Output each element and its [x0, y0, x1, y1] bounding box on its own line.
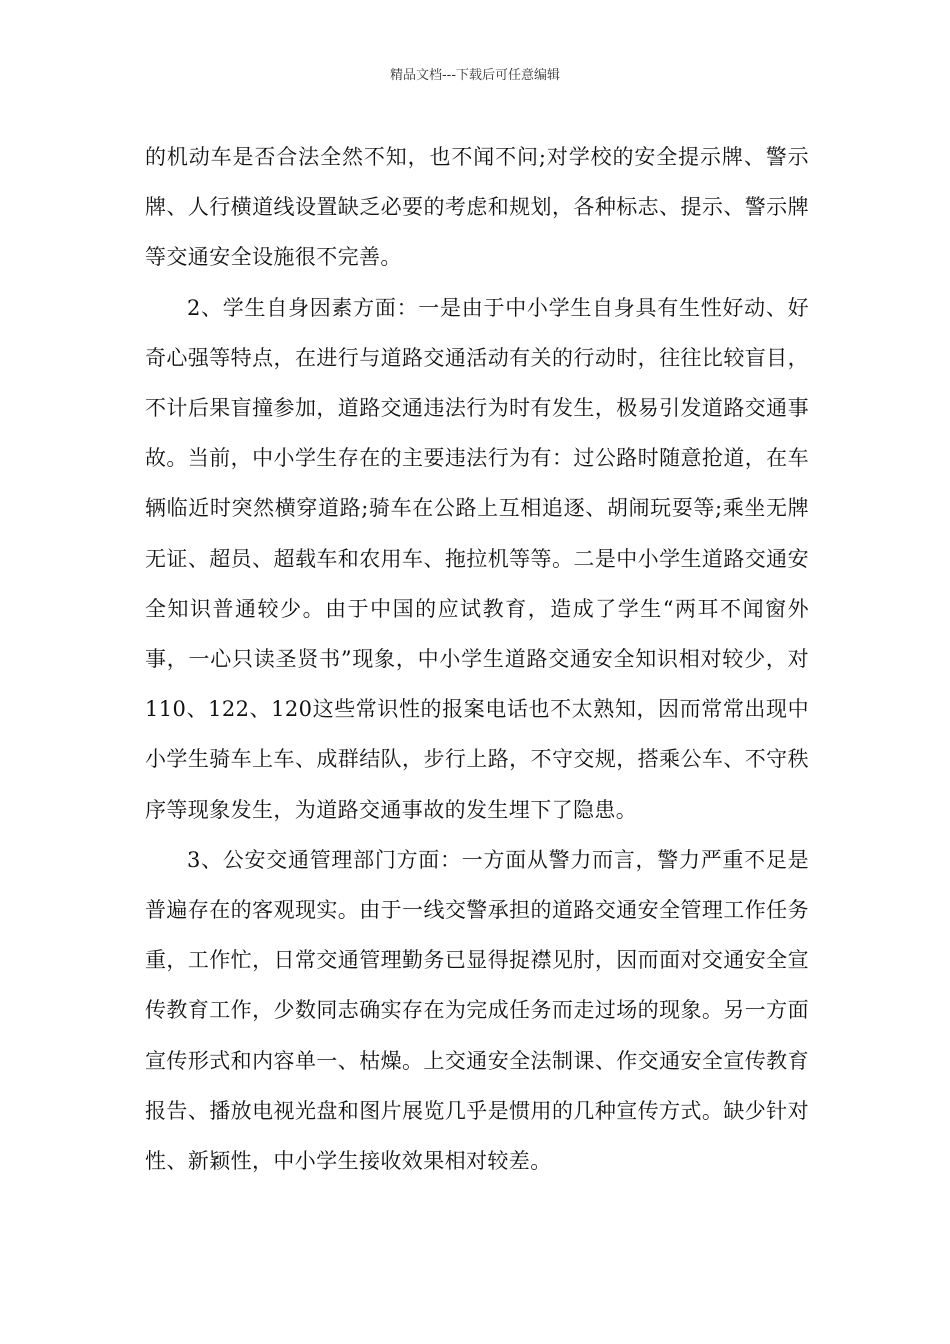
page-header: 精品文档---下载后可任意编辑: [389, 68, 561, 83]
paragraph-continuation: 的机动车是否合法全然不知，也不闻不问;对学校的安全提示牌、警示牌、人行横道线设置缺乏必要的考虑和规划，各种标志、提示、警示牌等交通安全设施很不完善。: [145, 145, 809, 270]
paragraph-police-factors: 3、公安交通管理部门方面：一方面从警力而言，警力严重不足是普遍存在的客观现实。由于一线交警承担的道路交通安全管理工作任务重，工作忙，日常交通管理勤务已显得捉襟见肘，因而面对交通安全宣传教育工作，少数同志确实存在为完成任务而走过场的现象。另一方面宣传形式和内容单一、枯燥。上交通安全法制课、作交通安全宣传教育报告、播放电视光盘和图片展览几乎是惯用的几种宣传方式。缺少针对性、新颖性，中小学生接收效果相对较差。: [145, 847, 809, 1174]
paragraph-student-factors: 2、学生自身因素方面：一是由于中小学生自身具有生性好动、好奇心强等特点，在进行与道路交通活动有关的行动时，往往比较盲目，不计后果盲撞参加，道路交通违法行为时有发生，极易引发道路交通事故。当前，中小学生存在的主要违法行为有：过公路时随意抢道，在车辆临近时突然横穿道路;骑车在公路上互相追逐、胡闹玩耍等;乘坐无牌无证、超员、超载车和农用车、拖拉机等等。二是中小学生道路交通安全知识普通较少。由于中国的应试教育，造成了学生“两耳不闻窗外事，一心只读圣贤书”现象，中小学生道路交通安全知识相对较少，对110、122、120这些常识性的报案电话也不太熟知，因而常常出现中小学生骑车上车、成群结队，步行上路，不守交规，搭乘公车、不守秩序等现象发生，为道路交通事故的发生埋下了隐患。: [145, 295, 809, 822]
document-body: [145, 132, 809, 1186]
